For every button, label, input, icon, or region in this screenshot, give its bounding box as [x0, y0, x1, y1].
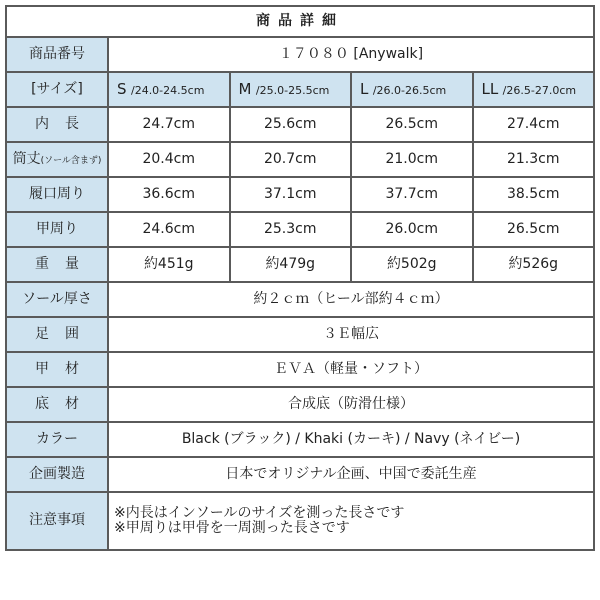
note-line: ※甲周りは甲骨を一周測った長さです — [114, 520, 350, 536]
table-row — [7, 38, 593, 71]
table-title-row — [7, 7, 593, 36]
row-label-weight: 重量 — [7, 248, 107, 281]
size-range: /26.0-26.5cm — [372, 83, 447, 97]
table-cell: 20.4cm — [109, 143, 229, 176]
row-label-inner-length: 内長 — [7, 108, 107, 141]
row-label-opening: 履口周り — [7, 178, 107, 211]
row-label-manufacturing: 企画製造 — [7, 458, 107, 491]
table-row — [7, 213, 593, 246]
table-cell: 26.5cm — [352, 108, 472, 141]
table-row — [7, 178, 593, 211]
table-cell: 25.6cm — [231, 108, 351, 141]
table-title: 商品詳細 — [7, 7, 593, 36]
shaft-label-main: 筒丈 — [12, 150, 41, 167]
table-cell: 37.7cm — [352, 178, 472, 211]
table-row — [7, 73, 593, 106]
table-cell: 21.0cm — [352, 143, 472, 176]
table-row — [7, 353, 593, 386]
row-label-sole: 底材 — [7, 388, 107, 421]
table-cell: 約479g — [231, 248, 351, 281]
row-label-size: [サイズ] — [7, 73, 107, 106]
spec-table — [5, 5, 595, 551]
table-cell: 約502g — [352, 248, 472, 281]
row-label-color: カラー — [7, 423, 107, 456]
sole-value: 合成底（防滑仕様） — [109, 388, 593, 421]
notes-value — [109, 493, 593, 549]
table-cell: 37.1cm — [231, 178, 351, 211]
row-label-upper: 甲材 — [7, 353, 107, 386]
table-cell: 25.3cm — [231, 213, 351, 246]
size-range: /24.0-24.5cm — [130, 83, 205, 97]
table-cell: 26.0cm — [352, 213, 472, 246]
size-range: /26.5-27.0cm — [502, 83, 577, 97]
table-row — [7, 423, 593, 456]
table-cell: 24.6cm — [109, 213, 229, 246]
upper-value: ＥＶＡ（軽量・ソフト） — [109, 353, 593, 386]
row-label-width: 足囲 — [7, 318, 107, 351]
row-label-notes: 注意事項 — [7, 493, 107, 549]
shaft-label-sub: (ソール含まず) — [40, 155, 102, 166]
width-value: ３Ｅ幅広 — [109, 318, 593, 351]
size-m — [231, 73, 351, 106]
table-row — [7, 388, 593, 421]
row-label-instep: 甲周り — [7, 213, 107, 246]
size-l — [352, 73, 472, 106]
table-row — [7, 143, 593, 176]
size-s — [109, 73, 229, 106]
table-row — [7, 493, 593, 549]
table-row — [7, 318, 593, 351]
row-label-sole-thickness: ソール厚さ — [7, 283, 107, 316]
row-label-product-no: 商品番号 — [7, 38, 107, 71]
color-value: Black (ブラック) / Khaki (カーキ) / Navy (ネイビー) — [109, 423, 593, 456]
table-cell: 約526g — [474, 248, 594, 281]
table-row — [7, 248, 593, 281]
table-row — [7, 458, 593, 491]
note-line: ※内長はインソールのサイズを測った長さです — [114, 504, 405, 521]
table-cell: 36.6cm — [109, 178, 229, 211]
table-cell: 24.7cm — [109, 108, 229, 141]
row-label-shaft-height — [7, 143, 107, 176]
manufacturing-value: 日本でオリジナル企画、中国で委託生産 — [109, 458, 593, 491]
size-code: LL — [481, 79, 499, 98]
table-cell: 26.5cm — [474, 213, 594, 246]
size-code: M — [238, 79, 252, 98]
size-code: S — [117, 79, 127, 98]
table-cell: 27.4cm — [474, 108, 594, 141]
table-cell: 20.7cm — [231, 143, 351, 176]
size-range: /25.0-25.5cm — [255, 83, 330, 97]
size-code: L — [360, 79, 369, 98]
size-ll — [474, 73, 594, 106]
table-row — [7, 108, 593, 141]
table-cell: 約451g — [109, 248, 229, 281]
table-cell: 21.3cm — [474, 143, 594, 176]
table-cell: 38.5cm — [474, 178, 594, 211]
sole-thickness-value: 約２ｃｍ（ヒール部約４ｃｍ） — [109, 283, 593, 316]
product-no-value: １７０８０ [Anywalk] — [109, 38, 593, 71]
table-row — [7, 283, 593, 316]
